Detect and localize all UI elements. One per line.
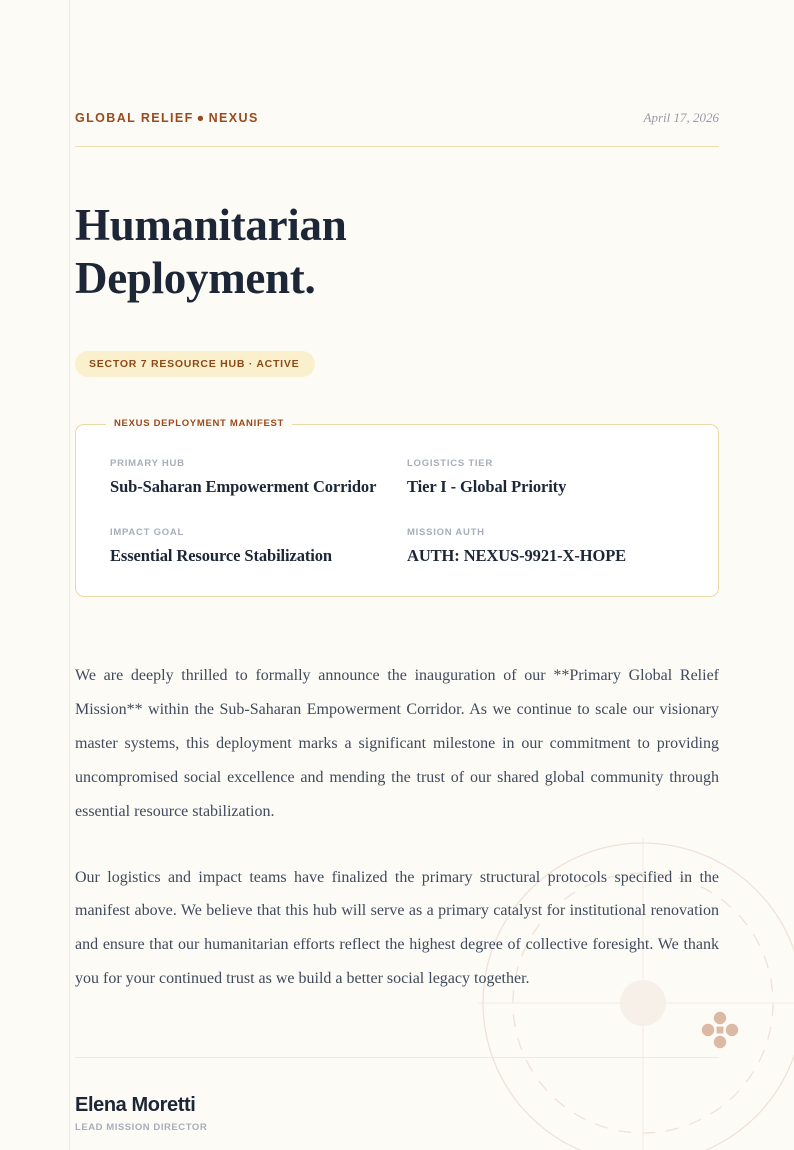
- masthead: [75, 0, 719, 126]
- status-badge-row: [75, 334, 719, 377]
- signature-block: [75, 1094, 719, 1133]
- brand-secondary: NEXUS: [208, 111, 259, 125]
- brand-lockup: [75, 111, 259, 125]
- manifest-field-label: LOGISTICS TIER: [407, 458, 493, 470]
- signatory-name: Elena Moretti: [75, 1094, 196, 1117]
- page-title-line-2: Deployment.: [75, 252, 316, 303]
- brand-separator-dot: ●: [196, 111, 206, 125]
- manifest-field-logistics-tier: [407, 458, 684, 497]
- manifest-field-label: MISSION AUTH: [407, 527, 485, 539]
- left-margin-rule: [69, 0, 70, 1150]
- manifest-field-grid: [110, 458, 684, 566]
- status-badge: SECTOR 7 RESOURCE HUB · ACTIVE: [75, 351, 315, 377]
- deployment-manifest-card: [75, 418, 719, 597]
- page-title-line-1: Humanitarian: [75, 200, 347, 250]
- manifest-card-label: NEXUS DEPLOYMENT MANIFEST: [106, 418, 292, 429]
- issue-date: April 17, 2026: [643, 110, 719, 125]
- signature-divider: [75, 1057, 719, 1058]
- body-copy: [75, 659, 719, 996]
- manifest-field-value: Essential Resource Stabilization: [110, 546, 332, 566]
- body-paragraph-2: Our logistics and impact teams have finalized the primary structural protocols specified in the manifest above. We believe that this hub will serve as a primary catalyst for institutional renovation and ensure that our humanitarian efforts reflect the highest degree of collective foresight. We thank you for your continued trust as we build a better social legacy together.: [75, 868, 719, 988]
- manifest-field-mission-auth: [407, 527, 684, 566]
- brand-primary: GLOBAL RELIEF: [75, 111, 194, 125]
- manifest-field-value: Sub-Saharan Empowerment Corridor: [110, 477, 377, 497]
- manifest-field-label: IMPACT GOAL: [110, 527, 185, 539]
- signatory-role: LEAD MISSION DIRECTOR: [75, 1122, 208, 1134]
- manifest-field-impact-goal: [110, 527, 387, 566]
- manifest-field-label: PRIMARY HUB: [110, 458, 185, 470]
- page-title: [75, 199, 495, 304]
- document-content: [75, 0, 719, 1133]
- manifest-field-value: AUTH: NEXUS-9921-X-HOPE: [407, 546, 627, 566]
- body-paragraph-1: We are deeply thrilled to formally announce the inauguration of our **Primary Global Relief Mission** within the Sub-Saharan Empowerment Corridor. As we continue to scale our visionary master systems, this deployment marks a significant milestone in our commitment to providing uncompromised social excellence and mending the trust of our shared global community through essential resource stabilization.: [75, 667, 719, 820]
- manifest-field-value: Tier I - Global Priority: [407, 477, 567, 497]
- header-divider: [75, 146, 719, 147]
- manifest-field-primary-hub: [110, 458, 387, 497]
